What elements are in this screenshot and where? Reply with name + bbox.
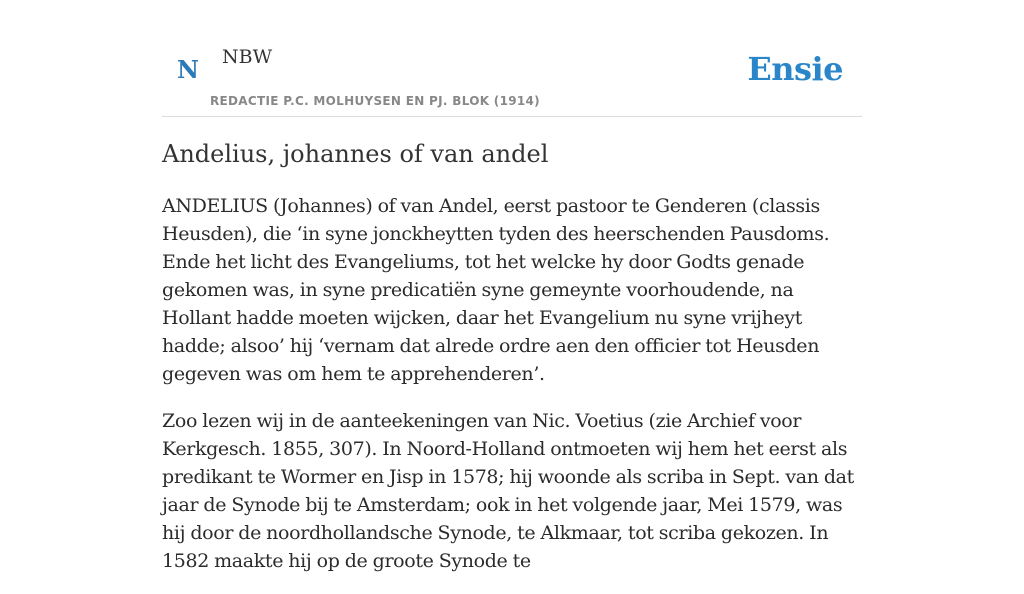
article-paragraph: ANDELIUS (Johannes) of van Andel, eerst pastoor te Genderen (classis Heusden), die ‘in syne jonckheytten tyden des heerschenden Pausdoms. Ende het licht des Evangeliums, tot het welcke hy door Godts genade gekomen was, in syne predicatiën syne gemeynte voorhoudende, na Hollant hadde moeten wijcken, daar het Evangelium nu syne vrijheyt hadde; alsoo’ hij ‘vernam dat alrede ordre aen den officier tot Heusden gegeven was om hem te apprehenderen’.	[162, 195, 830, 385]
ensie-logo-link[interactable]: Ensie	[747, 50, 843, 88]
site-header	[162, 0, 862, 117]
page	[162, 0, 862, 572]
source-credits: REDACTIE P.C. MOLHUYSEN EN PJ. BLOK (1914)	[210, 94, 540, 108]
article-body	[162, 192, 862, 594]
article-title: Andelius, johannes of van andel	[162, 140, 549, 168]
article-paragraph: Zoo lezen wij in de aanteekeningen van Nic. Voetius (zie Archief voor Kerkgesch. 1855, 307). In Noord-Holland ontmoeten wij hem het eerst als predikant te Wormer en Jisp in 1578; hij woonde als scriba in Sept. van dat jaar de Synode bij te Amsterdam; ook in het volgende jaar, Mei 1579, was hij door de noordhollandsche Synode, te Alkmaar, tot scriba gekozen. In 1582 maakte hij op de groote Synode te	[162, 410, 854, 572]
source-name: NBW	[222, 46, 273, 68]
source-letter-link[interactable]: N	[177, 55, 199, 84]
